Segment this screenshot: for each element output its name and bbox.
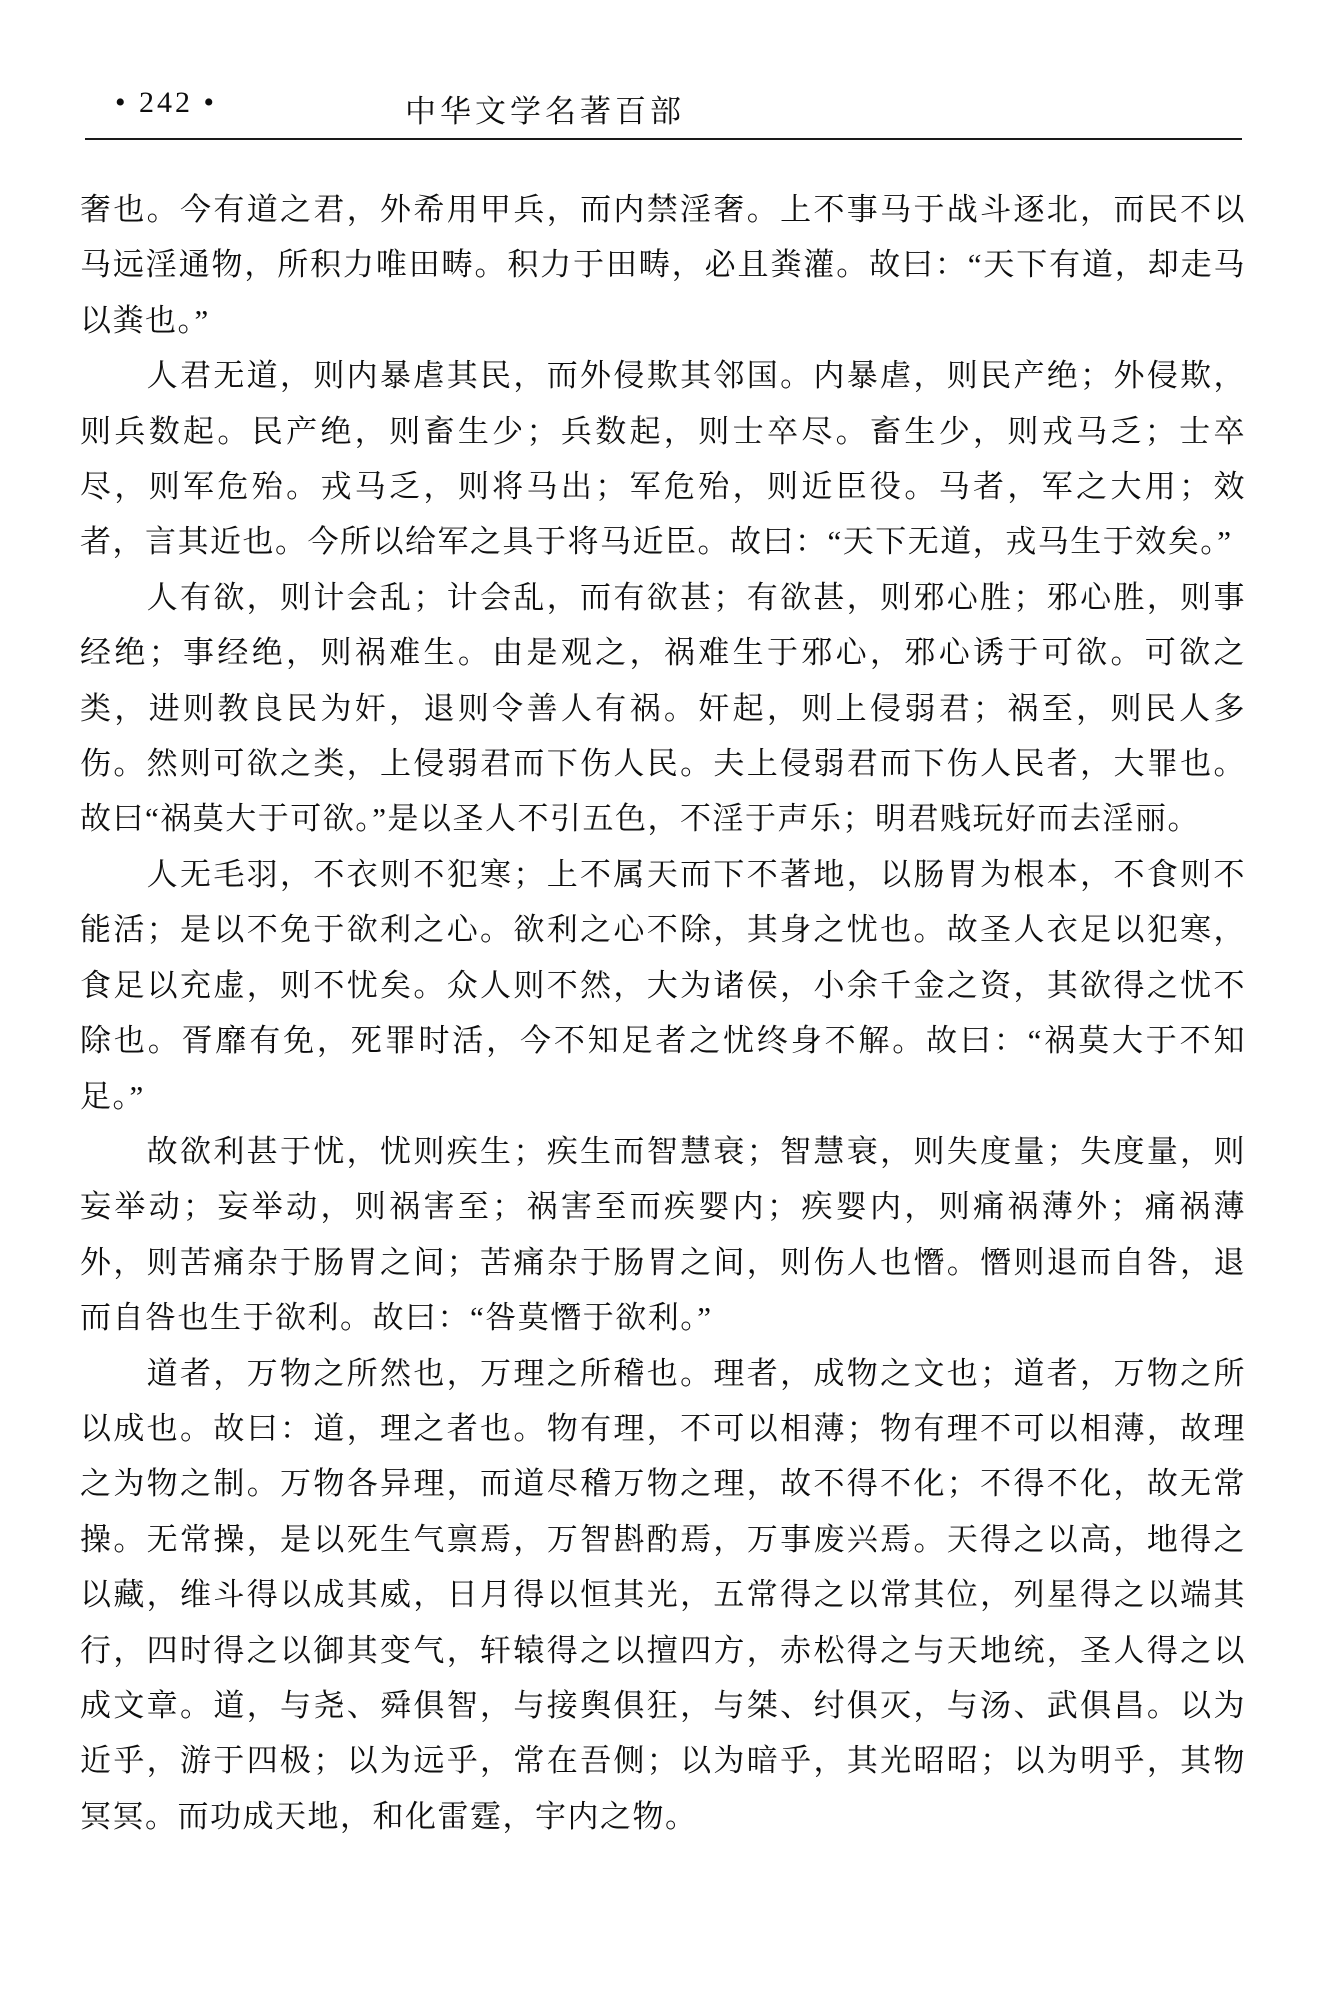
paragraph: 人君无道，则内暴虐其民，而外侵欺其邻国。内暴虐，则民产绝；外侵欺，则兵数起。民产绝，则畜生少；兵数起，则士卒尽。畜生少，则戎马乏；士卒尽，则军危殆。戎马乏，则将马出；军危殆，则近臣役。马者，军之大用；效者，言其近也。今所以给军之具于将马近臣。故曰：“天下无道，戎马生于效矣。” [80,358,1246,560]
paragraph: 道者，万物之所然也，万理之所稽也。理者，成物之文也；道者，万物之所以成也。故曰：道，理之者也。物有理，不可以相薄；物有理不可以相薄，故理之为物之制。万物各异理，而道尽稽万物之理，故不得不化；不得不化，故无常操。无常操，是以死生气禀焉，万智斟酌焉，万事废兴焉。天得之以高，地得之以藏，维斗得以成其威，日月得以恒其光，五常得之以常其位，列星得之以端其行，四时得之以御其变气，轩辕得之以擅四方，赤松得之与天地统，圣人得之以成文章。道，与尧、舜俱智，与接舆俱狂，与桀、纣俱灭，与汤、武俱昌。以为近乎，游于四极；以为远乎，常在吾侧；以为暗乎，其光昭昭；以为明乎，其物冥冥。而功成天地，和化雷霆，宇内之物。 [80,1355,1246,1834]
page-number: • 242 • [115,86,218,119]
page-body [80,182,1246,1844]
paragraph: 故欲利甚于忧，忧则疾生；疾生而智慧衰；智慧衰，则失度量；失度量，则妄举动；妄举动，则祸害至；祸害至而疾婴内；疾婴内，则痛祸薄外；痛祸薄外，则苦痛杂于肠胃之间；苦痛杂于肠胃之间，则伤人也憯。憯则退而自咎，退而自咎也生于欲利。故曰：“咎莫憯于欲利。” [80,1133,1246,1336]
book-title: 中华文学名著百部 [405,94,685,129]
page-header [85,86,1242,128]
paragraph: 人有欲，则计会乱；计会乱，而有欲甚；有欲甚，则邪心胜；邪心胜，则事经绝；事经绝，则祸难生。由是观之，祸难生于邪心，邪心诱于可欲。可欲之类，进则教良民为奸，退则令善人有祸。奸起，则上侵弱君；祸至，则民人多伤。然则可欲之类，上侵弱君而下伤人民。夫上侵弱君而下伤人民者，大罪也。故曰“祸莫大于可欲。”是以圣人不引五色，不淫于声乐；明君贱玩好而去淫丽。 [80,579,1246,837]
paragraph-continuation: 奢也。今有道之君，外希用甲兵，而内禁淫奢。上不事马于战斗逐北，而民不以马远淫通物，所积力唯田畴。积力于田畴，必且粪灌。故曰：“天下有道，却走马以粪也。” [80,192,1246,338]
paragraph: 人无毛羽，不衣则不犯寒；上不属天而下不著地，以肠胃为根本，不食则不能活；是以不免于欲利之心。欲利之心不除，其身之忧也。故圣人衣足以犯寒，食足以充虚，则不忧矣。众人则不然，大为诸侯，小余千金之资，其欲得之忧不除也。胥靡有免，死罪时活，今不知足者之忧终身不解。故曰：“祸莫大于不知足。” [80,856,1246,1114]
header-rule [85,138,1242,140]
